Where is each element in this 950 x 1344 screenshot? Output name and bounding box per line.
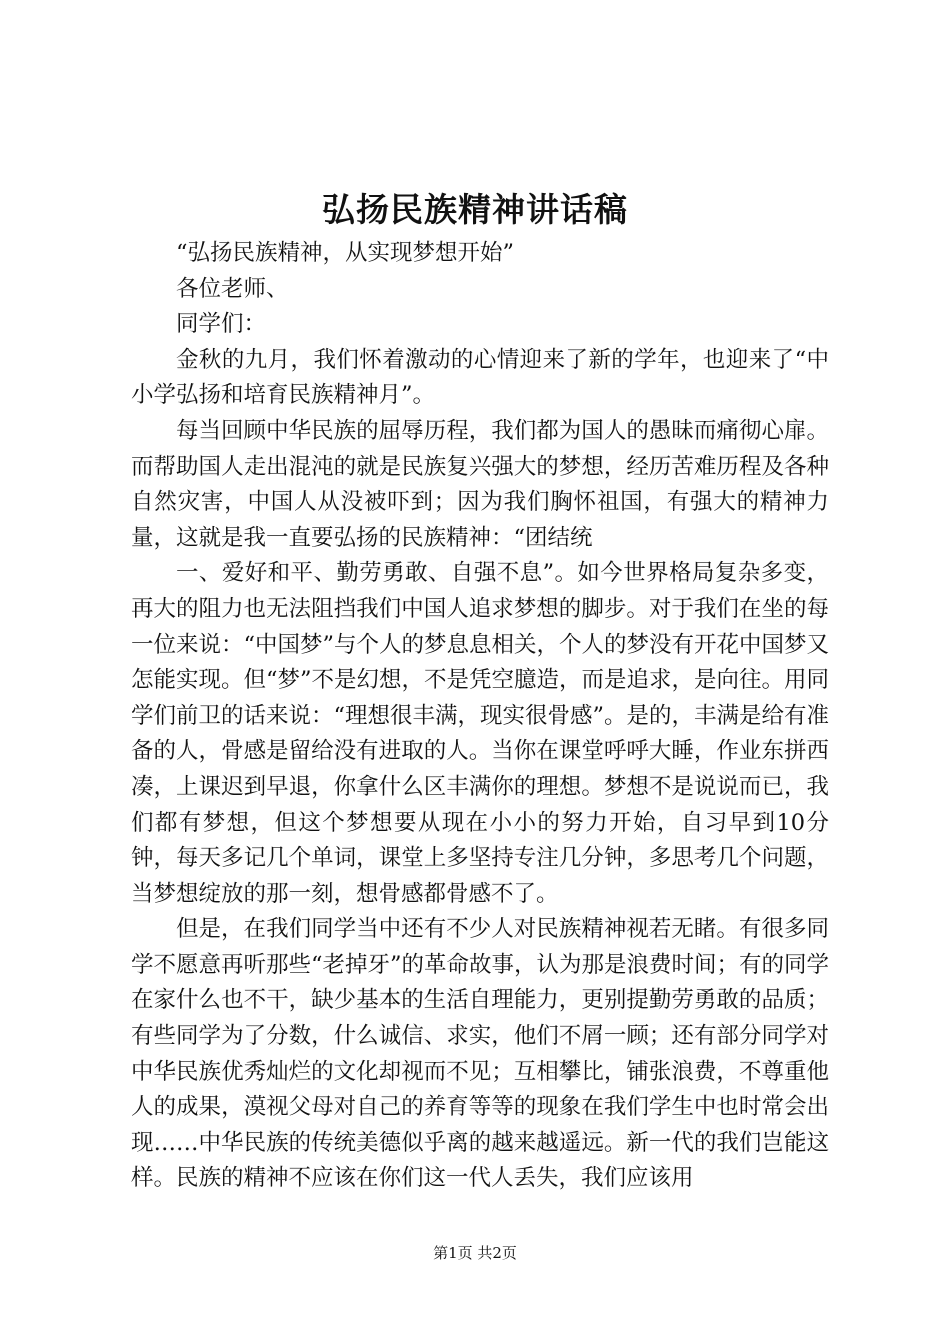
salutation-students: 同学们： xyxy=(176,311,267,338)
body-paragraph: 但是，在我们同学当中还有不少人对民族精神视若无睹。有很多同学不愿意再听那些“老掉牙”的革命故事，认为那是浪费时间；有的同学在家什么也不干，缺少基本的生活自理能力，更别提勤劳勇敢的品质；有些同学为了分数，什么诚信、求实，他们不屑一顾；还有部分同学对中华民族优秀灿烂的文化却视而不见；互相攀比，铺张浪费，不尊重他人的成果，漠视父母对自己的养育等等的现象在我们学生中也时常会出现……中华民族的传统美德似乎离的越来越遥远。新一代的我们岂能这样。民族的精神不应该在你们这一代人丢失，我们应该用 xyxy=(131,916,830,1192)
body-paragraph: 金秋的九月，我们怀着激动的心情迎来了新的学年，也迎来了“中小学弘扬和培育民族精神月”。 xyxy=(131,346,829,409)
speech-theme-quote: “弘扬民族精神，从实现梦想开始” xyxy=(176,240,515,266)
document-body xyxy=(131,236,829,1197)
salutation-teachers: 各位老师、 xyxy=(176,275,289,302)
document-title: 弘扬民族精神讲话稿 xyxy=(322,190,628,229)
page-number-footer: 第1页 共2页 xyxy=(433,1244,517,1262)
body-paragraph: 每当回顾中华民族的屈辱历程，我们都为国人的愚昧而痛彻心扉。而帮助国人走出混沌的就是民族复兴强大的梦想，经历苦难历程及各种自然灾害，中国人从没被吓到；因为我们胸怀祖国，有强大的精神力量，这就是我一直要弘扬的民族精神：“团结统 xyxy=(131,417,829,551)
body-paragraph: 一、爱好和平、勤劳勇敢、自强不息”。如今世界格局复杂多变，再大的阻力也无法阻挡我们中国人追求梦想的脚步。对于我们在坐的每一位来说：“中国梦”与个人的梦息息相关，个人的梦没有开花中国梦又怎能实现。但“梦”不是幻想，不是凭空臆造，而是追求，是向往。用同学们前卫的话来说：“理想很丰满，现实很骨感”。是的，丰满是给有准备的人，骨感是留给没有进取的人。当你在课堂呼呼大睡，作业东拼西凑，上课迟到早退，你拿什么区丰满你的理想。梦想不是说说而已，我们都有梦想，但这个梦想要从现在小小的努力开始，自习早到10分钟，每天多记几个单词，课堂上多坚持专注几分钟，多思考几个问题，当梦想绽放的那一刻，想骨感都骨感不了。 xyxy=(131,560,830,907)
